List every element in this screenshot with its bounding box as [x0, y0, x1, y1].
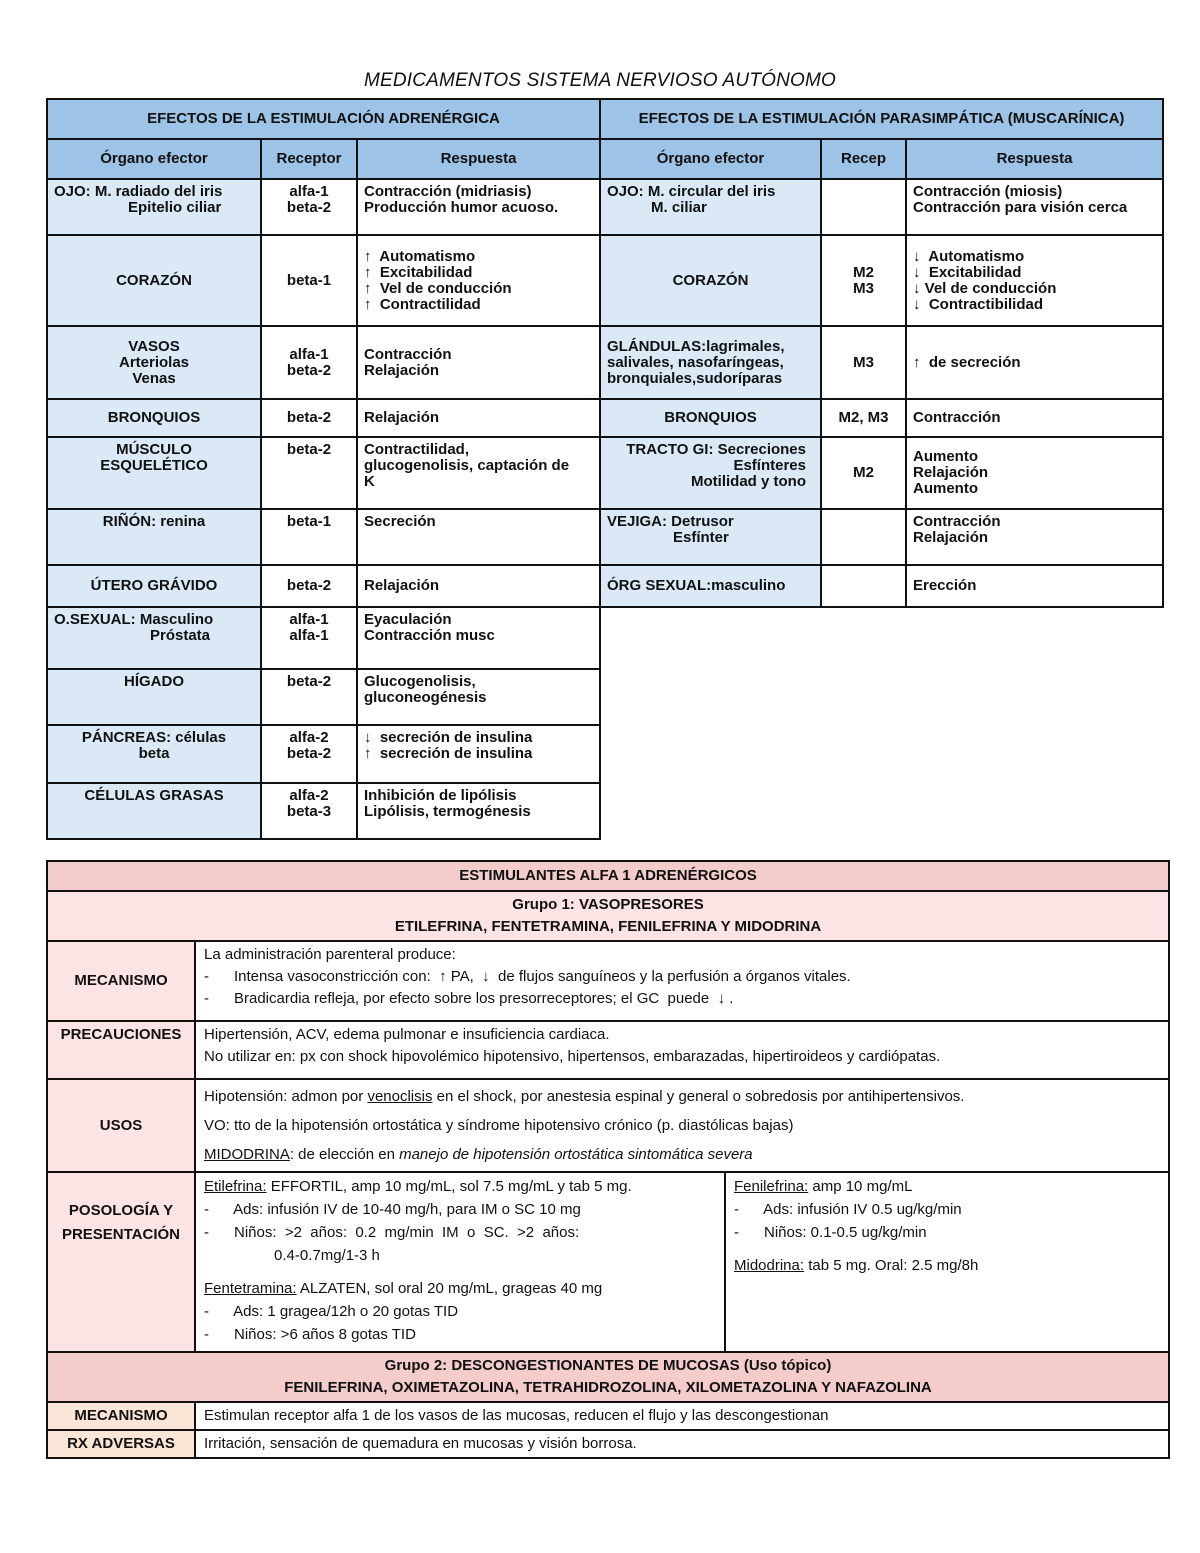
receptor-cell: [261, 725, 357, 783]
receptor-text: beta-2: [286, 577, 332, 594]
adrenergic-header: EFECTOS DE LA ESTIMULACIÓN ADRENÉRGICA: [47, 99, 600, 139]
organ-cell: [47, 607, 261, 669]
response-text: Contracción (midriasis): [364, 183, 532, 200]
receptor-text: M2: [853, 464, 874, 481]
organ-cell: [600, 326, 821, 399]
organ-text: OJO: M. circular del iris: [607, 183, 776, 200]
usos-text: Hipotensión: admon por: [204, 1088, 368, 1105]
receptor-text: M2, M3: [838, 409, 889, 426]
parasympathetic-table: [599, 98, 1164, 608]
receptor-cell: [261, 326, 357, 399]
alpha1-header: ESTIMULANTES ALFA 1 ADRENÉRGICOS: [47, 861, 1169, 891]
table-row: [47, 509, 600, 565]
receptor-text: M3: [853, 353, 874, 371]
organ-text: ÓRG SEXUAL:masculino: [607, 577, 786, 594]
receptor-text: beta-2: [286, 441, 332, 458]
response-text: Contracción para visión cerca: [913, 199, 1128, 216]
response-text: ↑ secreción de insulina: [364, 745, 533, 762]
response-text: ↑ Contractilidad: [364, 295, 481, 313]
response-text: K: [364, 473, 375, 490]
mecanismo2-label: MECANISMO: [47, 1402, 195, 1430]
receptor-cell: [821, 179, 906, 235]
precauciones-line: No utilizar en: px con shock hipovolémico hipotensivo, hipertensos, embarazadas, hipertiroideos y cardiópatas.: [204, 1048, 941, 1065]
table-row: [47, 725, 600, 783]
midodrina-desc: tab 5 mg. Oral: 2.5 mg/8h: [804, 1257, 979, 1274]
receptor-cell: [821, 235, 906, 326]
organ-text: beta: [138, 745, 170, 762]
response-text: Contracción musc: [364, 627, 495, 644]
response-cell: [906, 235, 1163, 326]
alpha1-table: [46, 860, 1170, 1459]
organ-text: MÚSCULO: [116, 441, 192, 458]
response-cell: [357, 509, 600, 565]
table-row: [47, 783, 600, 839]
fenilefrina-line: [734, 1175, 1160, 1198]
organ-text: HÍGADO: [124, 673, 184, 690]
receptor-text: alfa-1: [289, 183, 329, 200]
response-text: Aumento: [913, 448, 978, 465]
receptor-text: M2: [853, 263, 874, 281]
mecanismo-line: - Bradicardia refleja, por efecto sobre los presorreceptores; el GC puede ↓ .: [204, 990, 734, 1007]
etilefrina-ninos-cont: 0.4-0.7mg/1-3 h: [274, 1247, 380, 1264]
receptor-text: beta-2: [286, 199, 332, 216]
parasympathetic-col-receptor: Recep: [821, 139, 906, 179]
usos-text: en el shock, por anestesia espinal y general o sobredosis por antihipertensivos.: [432, 1088, 965, 1105]
posologia-label: [47, 1172, 195, 1352]
organ-text: RIÑÓN: renina: [102, 513, 206, 530]
usos-label: USOS: [47, 1079, 195, 1172]
organ-text: CÉLULAS GRASAS: [84, 787, 224, 804]
precauciones-cell: [195, 1021, 1169, 1079]
response-text: Producción humor acuoso.: [364, 199, 559, 216]
receptor-text: alfa-1: [289, 345, 329, 363]
parasympathetic-rows: [600, 179, 1163, 607]
organ-text: PÁNCREAS: células: [81, 729, 227, 746]
receptor-text: beta-2: [286, 361, 332, 379]
response-text: gluconeogénesis: [364, 689, 487, 706]
organ-cell: [600, 179, 821, 235]
fentetramina-name: Fentetramina:: [204, 1280, 297, 1297]
posologia-label-2: PRESENTACIÓN: [61, 1226, 181, 1243]
organ-text: ESQUELÉTICO: [100, 457, 208, 474]
response-text: ↑ de secreción: [913, 353, 1021, 371]
adrenergic-col-response: Respuesta: [357, 139, 600, 179]
adrenergic-col-organ: Órgano efector: [47, 139, 261, 179]
adrenergic-table: [46, 98, 601, 840]
response-text: Glucogenolisis,: [364, 673, 476, 690]
mecanismo-label: MECANISMO: [47, 941, 195, 1021]
response-text: ↓ Vel de conducción: [913, 279, 1057, 297]
receptor-cell: [821, 399, 906, 437]
posologia-left-cell: [195, 1172, 725, 1352]
receptor-text: alfa-2: [289, 787, 329, 804]
receptor-text: beta-2: [286, 745, 332, 762]
organ-cell: [47, 509, 261, 565]
response-cell: [357, 399, 600, 437]
organ-cell: [47, 565, 261, 607]
group2-drugs: FENILEFRINA, OXIMETAZOLINA, TETRAHIDROZOLINA, XILOMETAZOLINA Y NAFAZOLINA: [284, 1379, 932, 1396]
etilefrina-desc: EFFORTIL, amp 10 mg/mL, sol 7.5 mg/mL y tab 5 mg.: [266, 1178, 632, 1195]
organ-cell: [47, 326, 261, 399]
receptor-text: alfa-1: [289, 627, 329, 644]
response-text: ↓ secreción de insulina: [364, 729, 533, 746]
receptor-cell: [261, 783, 357, 839]
organ-text: CORAZÓN: [116, 271, 192, 289]
response-text: Relajación: [364, 361, 440, 379]
receptor-text: beta-2: [286, 673, 332, 690]
response-text: Contracción: [913, 409, 1001, 426]
organ-text: M. ciliar: [651, 199, 707, 216]
etilefrina-ninos: - Niños: >2 años: 0.2 mg/min IM o SC. >2 años:: [204, 1224, 580, 1241]
response-text: ↓ Excitabilidad: [913, 263, 1022, 281]
receptor-cell: [261, 437, 357, 509]
etilefrina-ads: - Ads: infusión IV de 10-40 mg/h, para IM o SC 10 mg: [204, 1201, 581, 1218]
response-text: ↑ Automatismo: [364, 247, 476, 265]
response-text: Eyaculación: [364, 611, 452, 628]
organ-text: BRONQUIOS: [664, 409, 757, 426]
rx-label: RX ADVERSAS: [47, 1430, 195, 1458]
mecanismo2-text: Estimulan receptor alfa 1 de los vasos de las mucosas, reducen el flujo y las descongestionan: [195, 1402, 1169, 1430]
organ-cell: [47, 669, 261, 725]
organ-text: VEJIGA: Detrusor: [607, 513, 734, 530]
organ-text: Esfínteres: [733, 457, 806, 474]
table-row: [600, 509, 1163, 565]
table-row: [600, 179, 1163, 235]
response-cell: [906, 565, 1163, 607]
response-cell: [357, 179, 600, 235]
organ-cell: [47, 179, 261, 235]
response-text: ↑ Vel de conducción: [364, 279, 512, 297]
organ-text: OJO: M. radiado del iris: [54, 183, 223, 200]
fentetramina-ads: - Ads: 1 gragea/12h o 20 gotas TID: [204, 1303, 459, 1320]
response-text: glucogenolisis, captación de: [364, 457, 570, 474]
response-cell: [906, 326, 1163, 399]
response-cell: [357, 326, 600, 399]
response-cell: [906, 399, 1163, 437]
table-row: [600, 235, 1163, 326]
etilefrina-name: Etilefrina:: [204, 1178, 267, 1195]
parasympathetic-col-response: Respuesta: [906, 139, 1163, 179]
posologia-label-1: POSOLOGÍA Y: [68, 1202, 174, 1219]
response-text: ↑ Excitabilidad: [364, 263, 473, 281]
usos-line-2: VO: tto de la hipotensión ortostática y síndrome hipotensivo crónico (p. diastólicas bajas): [204, 1117, 794, 1134]
organ-text: O.SEXUAL: Masculino: [54, 611, 214, 628]
usos-line-1: [204, 1082, 1160, 1111]
parasympathetic-col-organ: Órgano efector: [600, 139, 821, 179]
organ-text: TRACTO GI: Secreciones: [626, 441, 806, 458]
organ-text: GLÁNDULAS:lagrimales,: [607, 337, 785, 355]
response-cell: [357, 235, 600, 326]
fenilefrina-ads: - Ads: infusión IV 0.5 ug/kg/min: [734, 1201, 962, 1218]
group1-title: Grupo 1: VASOPRESORES: [512, 896, 704, 913]
adrenergic-rows: [47, 179, 600, 839]
usos-line-3: [204, 1140, 1160, 1169]
mecanismo-line: La administración parenteral produce:: [204, 946, 456, 963]
usos-venoclisis: venoclisis: [367, 1088, 433, 1105]
table-row: [47, 669, 600, 725]
organ-text: Epitelio ciliar: [128, 199, 222, 216]
organ-text: Venas: [132, 369, 176, 387]
organ-cell: [47, 437, 261, 509]
receptor-text: beta-1: [286, 271, 332, 289]
response-text: Contracción (miosis): [913, 183, 1063, 200]
page-title: MEDICAMENTOS SISTEMA NERVIOSO AUTÓNOMO: [363, 70, 837, 91]
midodrina-line: [734, 1254, 1160, 1277]
table-row: [47, 565, 600, 607]
group1-heading: [47, 891, 1169, 941]
posologia-right-cell: [725, 1172, 1169, 1352]
response-text: Inhibición de lipólisis: [364, 787, 517, 804]
usos-cell: [195, 1079, 1169, 1172]
response-cell: [357, 437, 600, 509]
table-row: [47, 235, 600, 326]
response-text: Relajación: [913, 529, 989, 546]
organ-cell: [600, 509, 821, 565]
receptor-cell: [261, 669, 357, 725]
parasympathetic-header: EFECTOS DE LA ESTIMULACIÓN PARASIMPÁTICA (MUSCARÍNICA): [600, 99, 1163, 139]
organ-text: Próstata: [150, 627, 211, 644]
mecanismo-cell: [195, 941, 1169, 1021]
etilefrina-line: [204, 1175, 714, 1198]
organ-text: salivales, nasofaríngeas,: [607, 353, 784, 371]
receptor-cell: [261, 565, 357, 607]
organ-cell: [600, 437, 821, 509]
response-text: Erección: [913, 577, 977, 594]
usos-text: : de elección en: [289, 1146, 400, 1163]
rx-text: Irritación, sensación de quemadura en mucosas y visión borrosa.: [195, 1430, 1169, 1458]
organ-text: Esfínter: [673, 529, 729, 546]
receptor-cell: [261, 399, 357, 437]
response-cell: [357, 725, 600, 783]
table-row: [47, 437, 600, 509]
receptor-cell: [261, 607, 357, 669]
receptor-cell: [821, 565, 906, 607]
receptor-text: alfa-2: [289, 729, 329, 746]
receptor-text: beta-1: [286, 513, 332, 530]
response-cell: [357, 783, 600, 839]
adrenergic-col-receptor: Receptor: [261, 139, 357, 179]
table-row: [47, 399, 600, 437]
usos-midodrina: MIDODRINA: [204, 1146, 290, 1163]
organ-cell: [47, 783, 261, 839]
fentetramina-desc: ALZATEN, sol oral 20 mg/mL, grageas 40 mg: [296, 1280, 603, 1297]
response-text: Aumento: [913, 480, 978, 497]
table-row: [47, 326, 600, 399]
organ-cell: [600, 565, 821, 607]
receptor-cell: [261, 235, 357, 326]
response-text: Contracción: [913, 513, 1001, 530]
midodrina-name: Midodrina:: [734, 1257, 805, 1274]
response-text: Secreción: [364, 513, 436, 530]
fentetramina-line: [204, 1277, 714, 1300]
response-text: ↓ Automatismo: [913, 247, 1025, 265]
receptor-text: M3: [853, 279, 874, 297]
table-row: [600, 326, 1163, 399]
response-cell: [906, 437, 1163, 509]
fenilefrina-ninos: - Niños: 0.1-0.5 ug/kg/min: [734, 1224, 927, 1241]
receptor-cell: [821, 326, 906, 399]
receptor-text: alfa-1: [289, 611, 329, 628]
response-text: Relajación: [364, 577, 440, 594]
response-cell: [906, 179, 1163, 235]
response-cell: [357, 669, 600, 725]
table-row: [47, 179, 600, 235]
receptor-cell: [821, 509, 906, 565]
organ-text: bronquiales,sudoríparas: [607, 369, 783, 387]
response-cell: [906, 509, 1163, 565]
table-row: [600, 565, 1163, 607]
fenilefrina-desc: amp 10 mg/mL: [808, 1178, 913, 1195]
organ-cell: [47, 235, 261, 326]
fenilefrina-name: Fenilefrina:: [734, 1178, 809, 1195]
organ-text: CORAZÓN: [672, 271, 749, 289]
group2-heading: [47, 1352, 1169, 1402]
precauciones-label: PRECAUCIONES: [47, 1021, 195, 1079]
organ-cell: [600, 235, 821, 326]
response-cell: [357, 607, 600, 669]
organ-cell: [600, 399, 821, 437]
group2-title: Grupo 2: DESCONGESTIONANTES DE MUCOSAS (Uso tópico): [384, 1357, 832, 1374]
response-cell: [357, 565, 600, 607]
organ-cell: [47, 399, 261, 437]
usos-italic: manejo de hipotensión ortostática sintomática severa: [399, 1146, 753, 1163]
receptor-text: beta-2: [286, 409, 332, 426]
organ-text: ÚTERO GRÁVIDO: [90, 577, 218, 594]
organ-text: Arteriolas: [118, 353, 190, 371]
table-row: [47, 607, 600, 669]
response-text: Contractilidad,: [364, 441, 470, 458]
receptor-text: beta-3: [286, 803, 332, 820]
precauciones-line: Hipertensión, ACV, edema pulmonar e insuficiencia cardiaca.: [204, 1026, 610, 1043]
receptor-cell: [261, 179, 357, 235]
group1-drugs: ETILEFRINA, FENTETRAMINA, FENILEFRINA Y MIDODRINA: [394, 918, 822, 935]
organ-cell: [47, 725, 261, 783]
mecanismo-line: - Intensa vasoconstricción con: ↑ PA, ↓ de flujos sanguíneos y la perfusión a órganos vitales.: [204, 968, 851, 985]
response-text: Relajación: [364, 409, 440, 426]
organ-text: BRONQUIOS: [107, 409, 201, 426]
response-text: Lipólisis, termogénesis: [364, 803, 531, 820]
fentetramina-ninos: - Niños: >6 años 8 gotas TID: [204, 1326, 416, 1343]
receptor-cell: [821, 437, 906, 509]
table-row: [600, 437, 1163, 509]
response-text: Contracción: [364, 345, 452, 363]
response-text: Relajación: [913, 464, 989, 481]
response-text: ↓ Contractibilidad: [913, 295, 1044, 313]
organ-text: VASOS: [128, 337, 180, 355]
table-row: [600, 399, 1163, 437]
organ-text: Motilidad y tono: [691, 473, 806, 490]
receptor-cell: [261, 509, 357, 565]
